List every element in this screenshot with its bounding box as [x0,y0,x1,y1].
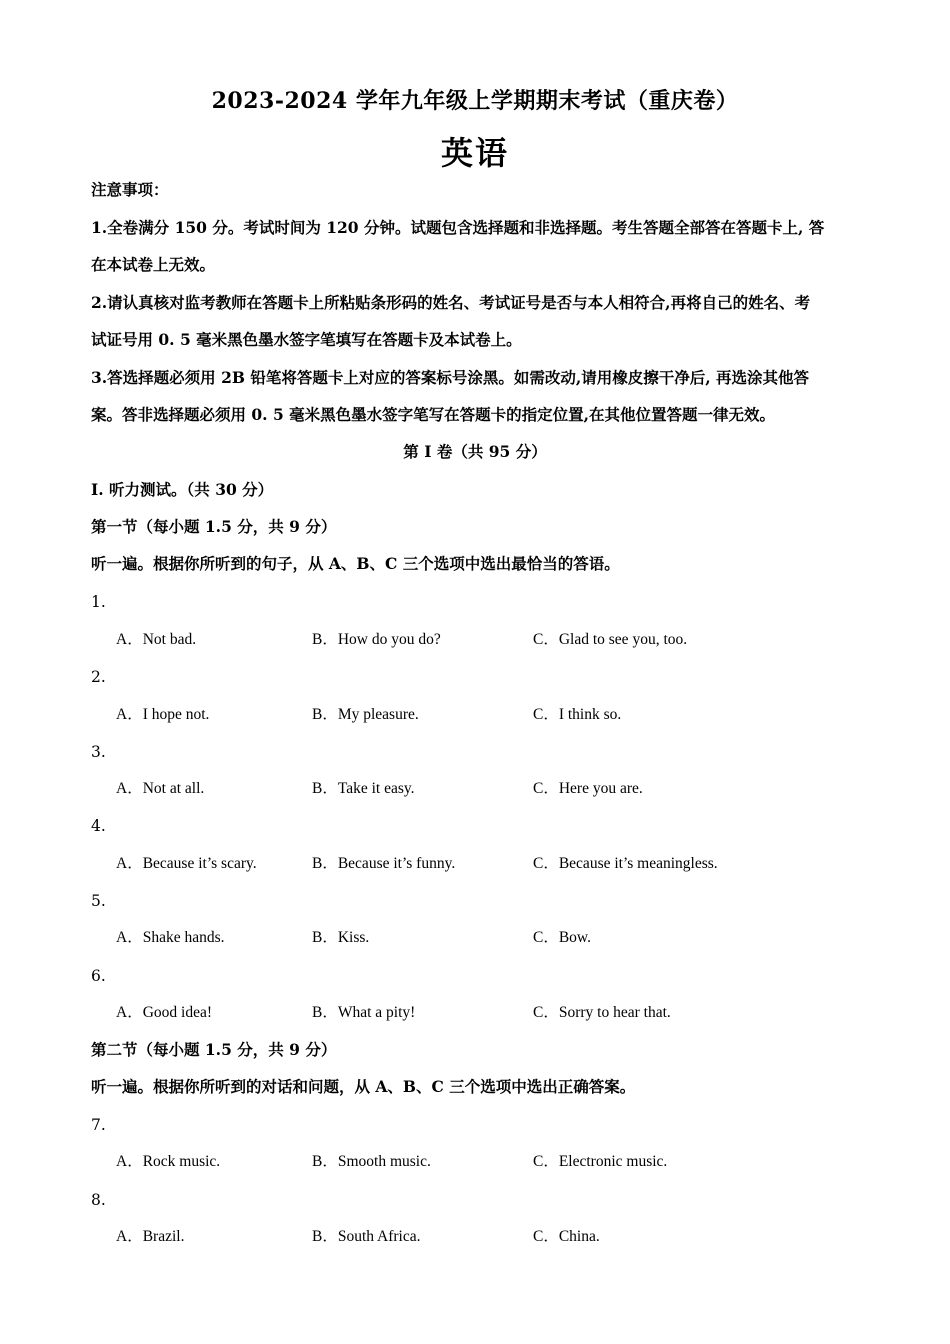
exam-title: 2023-2024 学年九年级上学期期末考试（重庆卷） [211,88,739,114]
option-c: C．Here you are. [533,780,643,797]
question-number: 8. [91,1191,106,1209]
option-a: A．Good idea! [116,1004,212,1021]
option-b: B．Smooth music. [312,1153,431,1170]
question-number: 4. [91,817,106,835]
question-number: 7. [91,1116,106,1134]
option-b: B．South Africa. [312,1228,421,1245]
option-c: C．Bow. [533,929,591,946]
question-number: 2. [91,668,106,686]
option-b: B．How do you do? [312,631,441,648]
option-b: B．My pleasure. [312,706,419,723]
notice-line: 在本试卷上无效。 [91,255,216,274]
option-a: A．Not at all. [116,780,205,797]
listening-section-heading: Ⅰ. 听力测试。（共 30 分） [91,480,274,499]
option-b: B．Kiss. [312,929,370,946]
option-a: A．Rock music. [116,1153,221,1170]
notice-heading: 注意事项： [91,180,169,199]
option-c: C．China. [533,1228,600,1245]
notice-line: 案。答非选择题必须用 0. 5 毫米黑色墨水签字笔写在答题卡的指定位置,在其他位置答题一律无效。 [91,405,776,424]
question-number: 6. [91,967,106,985]
option-b: B．What a pity! [312,1004,416,1021]
notice-line: 2.请认真核对监考教师在答题卡上所粘贴条形码的姓名、考试证号是否与本人相符合,再将自己的姓名、考 [91,293,811,312]
section2-title: 第二节（每小题 1.5 分，共 9 分） [91,1040,337,1059]
part-heading: 第 I 卷（共 95 分） [403,442,547,461]
option-a: A．Brazil. [116,1228,185,1245]
option-a: A．Shake hands. [116,929,225,946]
option-b: B．Take it easy. [312,780,415,797]
option-c: C．I think so. [533,706,622,723]
exam-subject: 英语 [440,134,509,172]
notice-line: 试证号用 0. 5 毫米黑色墨水签字笔填写在答题卡及本试卷上。 [91,330,522,349]
section2-instruction: 听一遍。根据你所听到的对话和问题，从 A、B、C 三个选项中选出正确答案。 [91,1077,636,1096]
option-a: A．I hope not. [116,706,210,723]
option-a: A．Not bad. [116,631,197,648]
question-number: 5. [91,892,106,910]
question-number: 3. [91,743,106,761]
option-a: A．Because it’s scary. [116,855,257,872]
option-c: C．Electronic music. [533,1153,668,1170]
section1-title: 第一节（每小题 1.5 分，共 9 分） [91,517,337,536]
option-c: C．Glad to see you, too. [533,631,688,648]
section1-instruction: 听一遍。根据你所听到的句子，从 A、B、C 三个选项中选出最恰当的答语。 [91,554,620,573]
notice-line: 1.全卷满分 150 分。考试时间为 120 分钟。试题包含选择题和非选择题。考生答题全部答在答题卡上, 答 [91,218,825,237]
option-b: B．Because it’s funny. [312,855,456,872]
option-c: C．Sorry to hear that. [533,1004,671,1021]
question-number: 1. [91,593,106,611]
notice-line: 3.答选择题必须用 2B 铅笔将答题卡上对应的答案标号涂黑。如需改动,请用橡皮擦干净后, 再选涂其他答 [91,368,810,387]
option-c: C．Because it’s meaningless. [533,855,718,872]
